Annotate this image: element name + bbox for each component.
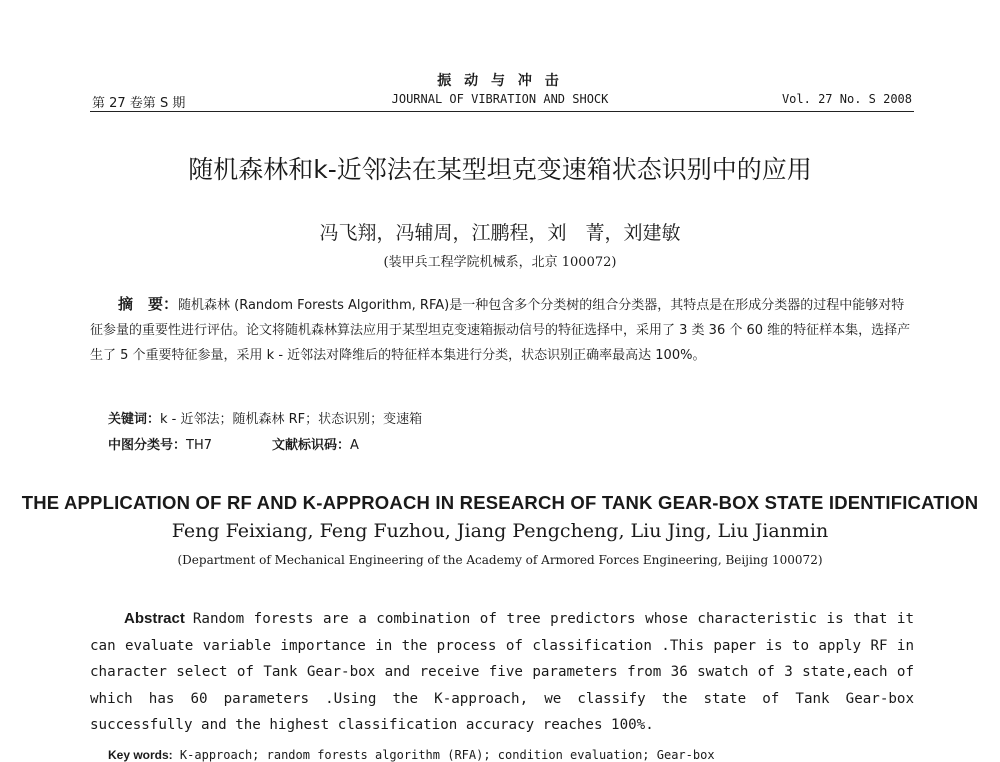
abstract-en-text: Random forests are a combination of tree predictors whose characteristic is that it can evaluate variable importance in the process of classification .This paper is to apply RF in character select of Tank Gear-box and receive five parameters from 36 swatch of 3 state,each of which has 60 parameters .Using the K-approach, we classify the state of Tank Gear-box successfully and the highest classification accuracy reaches 100%. — [90, 611, 914, 733]
authors-en: Feng Feixiang, Feng Fuzhou, Jiang Pengcheng, Liu Jing, Liu Jianmin — [171, 520, 829, 542]
issue-en: Vol. 27 No. S 2008 — [781, 92, 912, 106]
keywords-cn-label: 关键词： — [108, 412, 161, 427]
affiliation-en: (Department of Mechanical Engineering of the Academy of Armored Forces Engineering, Beijing 100072) — [177, 553, 823, 567]
abstract-cn-label: 摘 要： — [118, 295, 179, 313]
abstract-en-label: Abstract — [124, 610, 185, 627]
keywords-en-label: Key words: — [108, 748, 173, 762]
paper-title-en: THE APPLICATION OF RF AND K-APPROACH IN RESEARCH OF TANK GEAR-BOX STATE IDENTIFICATION — [21, 492, 979, 513]
affiliation-cn: (装甲兵工程学院机械系，北京 100072) — [383, 255, 617, 270]
classification-cn — [108, 434, 359, 453]
abstract-cn — [90, 292, 916, 368]
journal-name-cn: 振 动 与 冲 击 — [437, 73, 563, 89]
header-rule — [90, 111, 914, 112]
keywords-en-text: K-approach; random forests algorithm (RFA); condition evaluation; Gear-box — [179, 748, 715, 762]
authors-cn: 冯飞翔，冯辅周，江鹏程，刘 菁，刘建敏 — [319, 222, 681, 244]
doc-code-value: A — [350, 438, 359, 453]
keywords-cn-text: k - 近邻法；随机森林 RF；状态识别；变速箱 — [160, 412, 423, 427]
abstract-cn-text: 随机森林 (Random Forests Algorithm, RFA)是一种包含多个分类树的组合分类器，其特点是在形成分类器的过程中能够对特征参量的重要性进行评估。论文将随机森林算法应用于某型坦克变速箱振动信号的特征选择中，采用了 3 类 36 个 60 维的特征样本集，选择产生了 5 个重要特征参量，采用 k - 近邻法对降维后的特征样本集进行分类，状态识别正确率最高达 100%。 — [90, 298, 911, 363]
clc-label: 中图分类号： — [108, 438, 187, 453]
clc-value: TH7 — [186, 438, 213, 453]
issue-cn: 第 27 卷第 S 期 — [92, 96, 186, 111]
journal-name-en: JOURNAL OF VIBRATION AND SHOCK — [391, 92, 609, 106]
abstract-en — [90, 606, 914, 739]
doc-code-label: 文献标识码： — [272, 438, 351, 453]
paper-title-cn: 随机森林和k-近邻法在某型坦克变速箱状态识别中的应用 — [188, 155, 812, 184]
keywords-cn — [108, 408, 422, 427]
